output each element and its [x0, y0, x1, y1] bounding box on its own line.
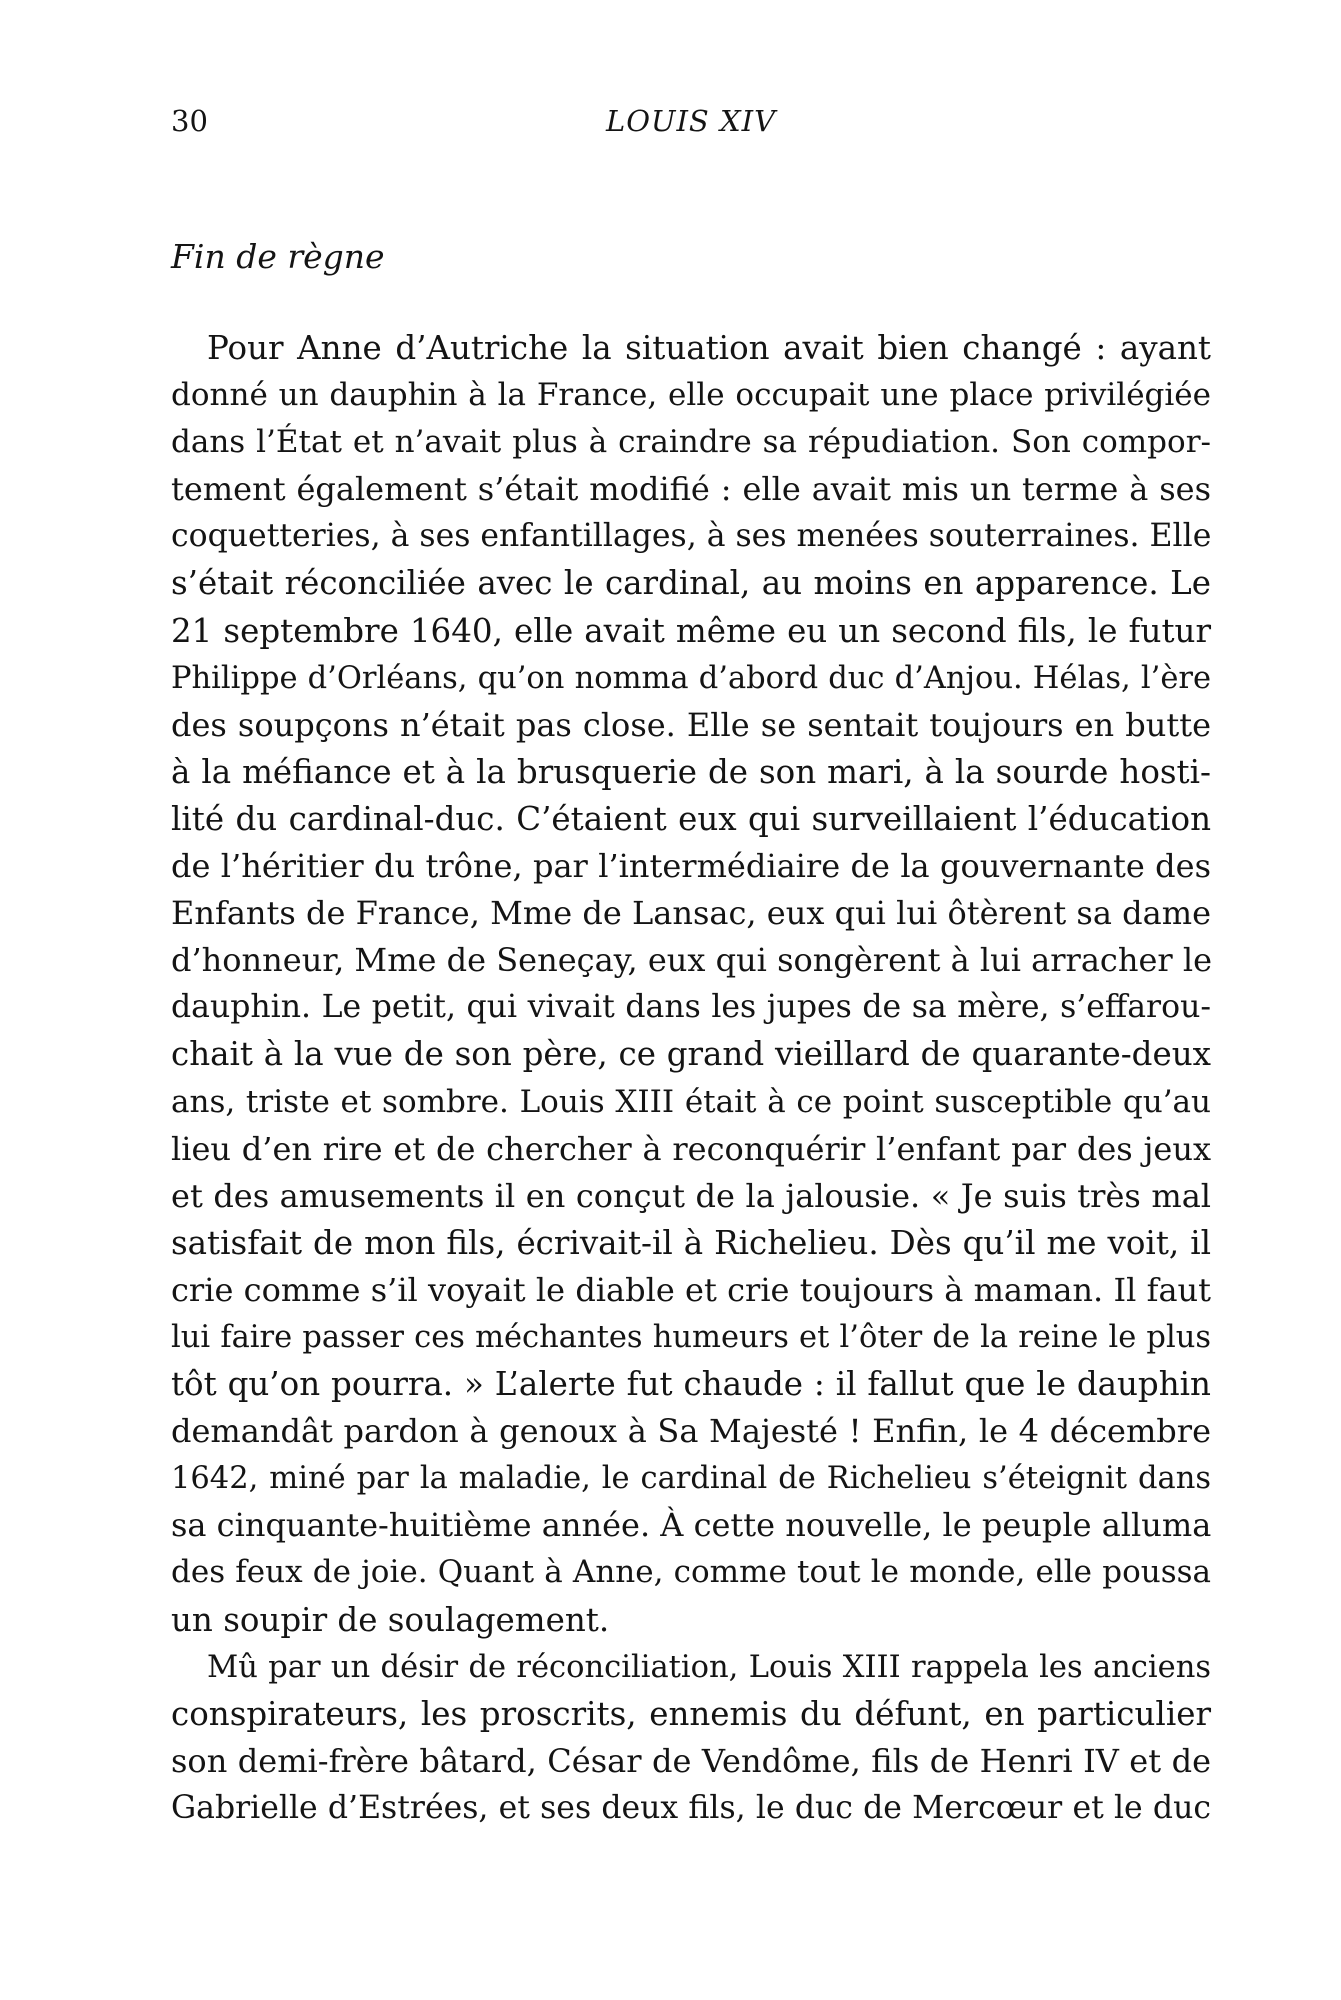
text-line: de l’héritier du trône, par l’intermédiaire de la gouvernante des [171, 847, 1211, 886]
text-line: tôt qu’on pourra. » L’alerte fut chaude : il fallut que le dauphin [171, 1365, 1211, 1404]
text-line: d’honneur, Mme de Seneçay, eux qui songèrent à lui arracher le [171, 941, 1213, 980]
text-line: 21 septembre 1640, elle avait même eu un second fils, le futur [171, 611, 1211, 650]
body-text [171, 325, 1211, 1832]
text-line: son demi-frère bâtard, César de Vendôme, fils de Henri IV et de [171, 1741, 1211, 1780]
text-line: conspirateurs, les proscrits, ennemis du défunt, en particulier [171, 1694, 1211, 1733]
text-line: ans, triste et sombre. Louis XIII était à ce point susceptible qu’au [171, 1083, 1211, 1120]
text-line: et des amusements il en conçut de la jalousie. « Je suis très mal [171, 1176, 1211, 1215]
text-line: à la méfiance et à la brusquerie de son mari, à la sourde hosti- [171, 752, 1211, 791]
text-line: 1642, miné par la maladie, le cardinal de Richelieu s’éteignit dans [171, 1461, 1211, 1497]
text-line: satisfait de mon fils, écrivait-il à Richelieu. Dès qu’il me voit, il [171, 1223, 1211, 1262]
paragraph [171, 1644, 1211, 1832]
text-line: chait à la vue de son père, ce grand vieillard de quarante-deux [171, 1035, 1211, 1074]
text-line: un soupir de soulagement. [171, 1600, 610, 1639]
paragraph [171, 325, 1211, 1644]
text-line: dauphin. Le petit, qui vivait dans les jupes de sa mère, s’effarou- [171, 989, 1211, 1026]
text-line: lité du cardinal-duc. C’étaient eux qui surveillaient l’éducation [171, 799, 1211, 838]
text-line: Philippe d’Orléans, qu’on nomma d’abord duc d’Anjou. Hélas, l’ère [171, 660, 1211, 696]
text-line: sa cinquante-huitième année. À cette nouvelle, le peuple alluma [171, 1506, 1212, 1545]
text-line: Pour Anne d’Autriche la situation avait bien changé : ayant [207, 329, 1211, 367]
text-line: crie comme s’il voyait le diable et crie toujours à maman. Il faut [171, 1270, 1211, 1309]
text-line: des feux de joie. Quant à Anne, comme tout le monde, elle poussa [171, 1554, 1211, 1591]
text-line: Enfants de France, Mme de Lansac, eux qui lui ôtèrent sa dame [171, 894, 1211, 933]
text-line: des soupçons n’était pas close. Elle se sentait toujours en butte [171, 705, 1211, 744]
running-title: LOUIS XIV [605, 104, 777, 138]
text-line: lieu d’en rire et de chercher à reconquérir l’enfant par des jeux [171, 1129, 1211, 1168]
running-head [171, 96, 1211, 146]
text-line: lui faire passer ces méchantes humeurs et l’ôter de la reine le plus [171, 1319, 1211, 1355]
text-line: coquetteries, à ses enfantillages, à ses menées souterraines. Elle [171, 518, 1212, 555]
text-line: demandât pardon à genoux à Sa Majesté ! Enfin, le 4 décembre [171, 1412, 1211, 1451]
text-line: tement également s’était modifié : elle avait mis un terme à ses [171, 470, 1211, 509]
page-number: 30 [171, 104, 208, 138]
text-line: Mû par un désir de réconciliation, Louis XIII rappela les anciens [207, 1649, 1211, 1685]
text-line: donné un dauphin à la France, elle occupait une place privilégiée [171, 377, 1211, 414]
section-title: Fin de règne [171, 237, 385, 276]
text-line: Gabrielle d’Estrées, et ses deux fils, le duc de Mercœur et le duc [171, 1789, 1211, 1826]
text-line: dans l’État et n’avait plus à craindre sa répudiation. Son compor- [171, 424, 1211, 461]
text-line: s’était réconciliée avec le cardinal, au moins en apparence. Le [171, 564, 1211, 603]
